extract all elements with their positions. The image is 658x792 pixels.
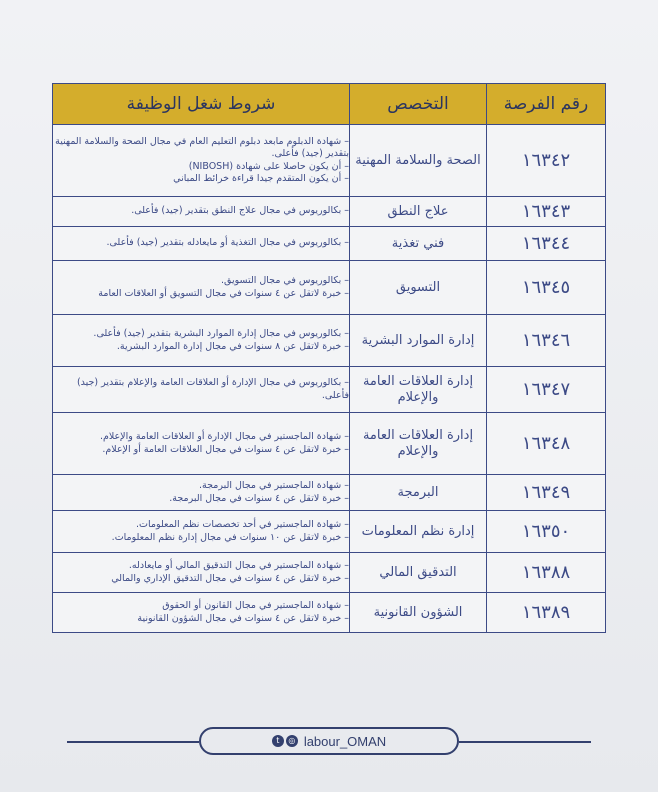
job-specialization: إدارة نظم المعلومات bbox=[350, 511, 487, 553]
job-requirements bbox=[53, 413, 350, 475]
requirements-list bbox=[53, 519, 349, 544]
job-requirements bbox=[53, 315, 350, 367]
table-row bbox=[53, 367, 606, 413]
requirement-item: – بكالوريوس في مجال التغذية أو مايعادله بتقدير (جيد) فأعلى. bbox=[106, 237, 349, 249]
requirements-list bbox=[53, 136, 349, 186]
requirement-item: – أن يكون المتقدم جيدا قراءة خرائط المباني bbox=[173, 173, 349, 184]
requirements-list bbox=[53, 237, 349, 250]
job-number: ١٦٣٨٩ bbox=[487, 593, 606, 633]
requirements-list bbox=[53, 377, 349, 402]
requirements-list bbox=[53, 560, 349, 585]
job-specialization: البرمجة bbox=[350, 475, 487, 511]
job-number: ١٦٣٤٨ bbox=[487, 413, 606, 475]
requirement-item: – أن يكون حاصلا على شهادة (NIBOSH) bbox=[188, 160, 349, 172]
social-handle-badge[interactable] bbox=[199, 727, 459, 755]
job-number: ١٦٣٤٧ bbox=[487, 367, 606, 413]
job-specialization: إدارة الموارد البشرية bbox=[350, 315, 487, 367]
job-requirements bbox=[53, 511, 350, 553]
requirement-item: – خبرة لاتقل عن ٨ سنوات في مجال إدارة الموارد البشرية. bbox=[116, 340, 349, 352]
table-row bbox=[53, 475, 606, 511]
requirement-item: – خبرة لاتقل عن ٤ سنوات في مجال العلاقات العامة أو الإعلام. bbox=[102, 443, 349, 455]
job-specialization: التسويق bbox=[350, 261, 487, 315]
requirements-list bbox=[53, 600, 349, 625]
jobs-table bbox=[52, 83, 606, 633]
job-number: ١٦٣٤٩ bbox=[487, 475, 606, 511]
table-body bbox=[53, 125, 606, 633]
requirement-item: – شهادة الماجستير في مجال القانون أو الحقوق bbox=[162, 600, 349, 611]
table-row bbox=[53, 593, 606, 633]
table-row bbox=[53, 511, 606, 553]
header-specialization: التخصص bbox=[350, 84, 487, 125]
job-requirements bbox=[53, 261, 350, 315]
requirements-list bbox=[53, 205, 349, 218]
table-row bbox=[53, 413, 606, 475]
job-requirements bbox=[53, 553, 350, 593]
job-number: ١٦٣٤٦ bbox=[487, 315, 606, 367]
instagram-icon: ◎ bbox=[286, 735, 298, 747]
header-requirements: شروط شغل الوظيفة bbox=[53, 84, 350, 125]
job-specialization: الصحة والسلامة المهنية bbox=[350, 125, 487, 197]
requirement-item: – خبرة لاتقل عن ٤ سنوات في مجال البرمجة. bbox=[169, 492, 349, 504]
requirement-item: – شهادة الماجستير في أحد تخصصات نظم المعلومات. bbox=[136, 519, 349, 530]
job-specialization: علاج النطق bbox=[350, 197, 487, 227]
requirement-item: – بكالوريوس في مجال الإدارة أو العلاقات العامة والإعلام بتقدير (جيد) فأعلى. bbox=[76, 377, 349, 401]
requirement-item: – شهادة الدبلوم مابعد دبلوم التعليم العام في مجال الصحة والسلامة المهنية بتقدير (جيد) فأعلى. bbox=[55, 135, 349, 159]
requirement-item: – شهادة الماجستير في مجال البرمجة. bbox=[199, 480, 349, 491]
job-number: ١٦٣٤٤ bbox=[487, 227, 606, 261]
table-row bbox=[53, 197, 606, 227]
requirements-list bbox=[53, 328, 349, 353]
requirement-item: – بكالوريوس في مجال التسويق. bbox=[221, 275, 349, 286]
job-requirements bbox=[53, 593, 350, 633]
table-row bbox=[53, 315, 606, 367]
job-specialization: التدقيق المالي bbox=[350, 553, 487, 593]
table-row bbox=[53, 125, 606, 197]
job-specialization: إدارة العلاقات العامة والإعلام bbox=[350, 413, 487, 475]
header-job-number: رقم الفرصة bbox=[487, 84, 606, 125]
job-number: ١٦٣٥٠ bbox=[487, 511, 606, 553]
job-specialization: فني تغذية bbox=[350, 227, 487, 261]
job-number: ١٦٣٤٢ bbox=[487, 125, 606, 197]
table-row bbox=[53, 553, 606, 593]
job-number: ١٦٣٤٣ bbox=[487, 197, 606, 227]
requirements-list bbox=[53, 431, 349, 456]
requirement-item: – خبرة لاتقل عن ١٠ سنوات في مجال إدارة نظم المعلومات. bbox=[111, 531, 349, 543]
job-requirements bbox=[53, 367, 350, 413]
social-icons bbox=[272, 735, 298, 747]
requirement-item: – خبرة لاتقل عن ٤ سنوات في مجال التدقيق الإداري والمالي bbox=[111, 572, 349, 584]
requirement-item: – شهادة الماجستير في مجال التدقيق المالي أو مايعادله. bbox=[128, 560, 349, 571]
requirement-item: – شهادة الماجستير في مجال الإدارة أو العلاقات العامة والإعلام. bbox=[99, 431, 349, 442]
footer-divider-right bbox=[459, 741, 591, 743]
requirements-list bbox=[53, 480, 349, 505]
requirement-item: – خبرة لاتقل عن ٤ سنوات في مجال التسويق أو العلاقات العامة bbox=[98, 287, 349, 299]
job-number: ١٦٣٤٥ bbox=[487, 261, 606, 315]
job-requirements bbox=[53, 125, 350, 197]
job-specialization: إدارة العلاقات العامة والإعلام bbox=[350, 367, 487, 413]
table-row bbox=[53, 261, 606, 315]
social-handle: labour_OMAN bbox=[303, 733, 387, 749]
twitter-icon: t bbox=[272, 735, 284, 747]
job-requirements bbox=[53, 197, 350, 227]
job-requirements bbox=[53, 475, 350, 511]
requirement-item: – خبرة لاتقل عن ٤ سنوات في مجال الشؤون القانونية bbox=[137, 612, 349, 624]
table-header-row bbox=[53, 84, 606, 125]
requirements-list bbox=[53, 275, 349, 300]
table-row bbox=[53, 227, 606, 261]
job-requirements bbox=[53, 227, 350, 261]
requirement-item: – بكالوريوس في مجال إدارة الموارد البشرية بتقدير (جيد) فأعلى. bbox=[93, 328, 349, 339]
requirement-item: – بكالوريوس في مجال علاج النطق بتقدير (جيد) فأعلى. bbox=[131, 205, 349, 217]
footer-divider-left bbox=[67, 741, 199, 743]
job-specialization: الشؤون القانونية bbox=[350, 593, 487, 633]
job-number: ١٦٣٨٨ bbox=[487, 553, 606, 593]
